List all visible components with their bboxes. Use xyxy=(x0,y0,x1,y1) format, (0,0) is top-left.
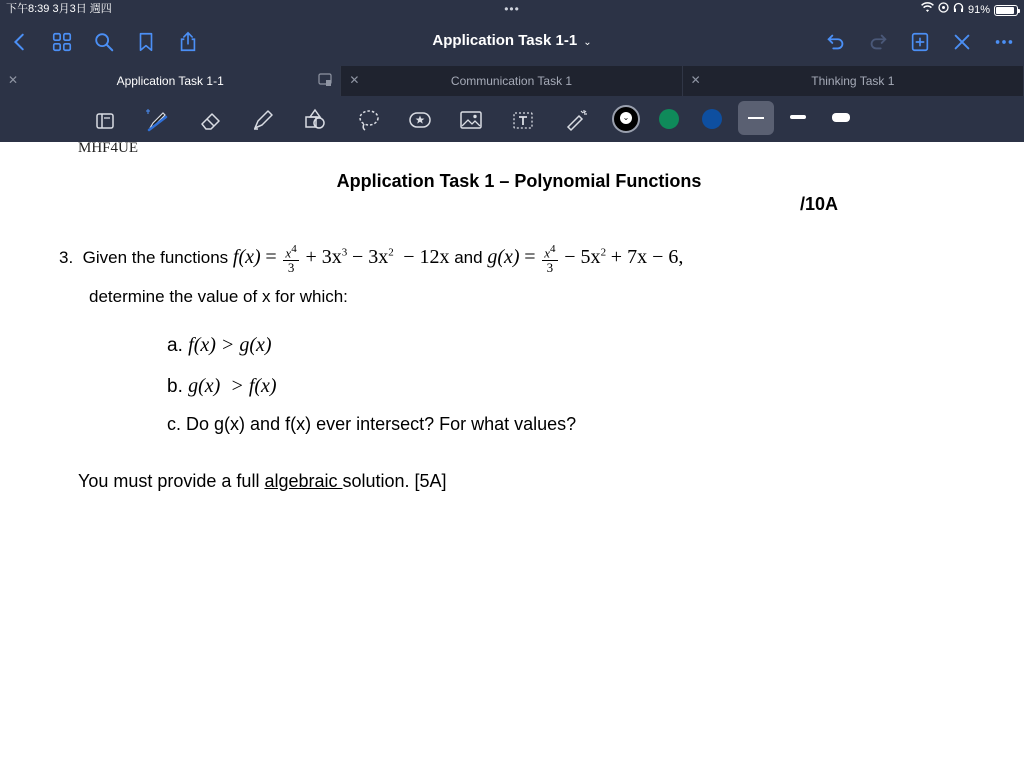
part-b xyxy=(167,375,277,398)
part-a xyxy=(167,334,272,357)
text-tool-icon[interactable] xyxy=(507,104,539,136)
status-indicators xyxy=(921,0,1018,20)
headphones-icon xyxy=(953,1,964,20)
sticker-tool-icon[interactable] xyxy=(404,104,436,136)
g-term-5x2 xyxy=(564,246,606,268)
question-intro: Given the functions xyxy=(82,248,229,268)
question-3-line-1 xyxy=(59,242,683,275)
color-swatch-green[interactable] xyxy=(659,109,679,129)
read-mode-icon[interactable] xyxy=(89,104,121,136)
f-label: f(x) xyxy=(232,246,261,269)
frac-exponent: 4 xyxy=(550,243,556,255)
part-b-label: b. xyxy=(167,376,183,397)
tab-label: Application Task 1-1 xyxy=(116,74,224,88)
tab-communication-task[interactable] xyxy=(341,66,682,96)
pencil-connected-icon xyxy=(938,1,949,20)
question-3-line-2: determine the value of x for which: xyxy=(89,287,348,306)
part-a-text: f(x) > g(x) xyxy=(188,334,272,356)
back-icon[interactable] xyxy=(8,30,32,54)
score-total: /10A xyxy=(800,194,839,214)
exponent-2: 2 xyxy=(388,246,394,259)
frac-x: x xyxy=(544,245,551,261)
battery-icon xyxy=(994,5,1018,16)
course-code: MHF4UE xyxy=(78,140,139,156)
frac-x: x xyxy=(285,245,292,261)
equals-sign: = xyxy=(524,246,536,269)
part-c-label: c. xyxy=(167,414,182,434)
color-swatch-black-selected[interactable] xyxy=(612,105,640,133)
redo-icon[interactable] xyxy=(866,30,890,54)
part-c-text: Do g(x) and f(x) ever intersect? For what values? xyxy=(186,414,577,434)
wifi-icon xyxy=(921,1,934,20)
chevron-down-icon: ⌄ xyxy=(583,37,592,48)
f-term-a: + 3x xyxy=(305,246,342,269)
undo-icon[interactable] xyxy=(824,30,848,54)
image-tool-icon[interactable] xyxy=(455,104,487,136)
g-term-a: − 5x xyxy=(564,246,601,269)
f-term-12x: − 12x xyxy=(403,246,450,269)
frac-denominator: 3 xyxy=(287,260,295,276)
grid-view-icon[interactable] xyxy=(50,30,74,54)
tab-close-icon[interactable]: ✕ xyxy=(690,73,701,87)
tab-label: Communication Task 1 xyxy=(450,74,573,88)
task-title: Application Task 1 – Polynomial Functions xyxy=(336,171,702,191)
document-title-text: Application Task 1-1 xyxy=(432,32,578,49)
part-a-label: a. xyxy=(167,335,183,356)
multitasking-dots[interactable]: ••• xyxy=(504,2,520,16)
fraction-x4-over-3 xyxy=(542,242,557,275)
search-icon[interactable] xyxy=(92,30,116,54)
tab-bar xyxy=(0,66,1024,96)
g-term-7x-6: + 7x − 6, xyxy=(610,246,684,269)
bookmark-icon[interactable] xyxy=(134,30,158,54)
f-term-3x2 xyxy=(352,246,394,268)
and-word: and xyxy=(454,248,483,268)
exponent-2: 2 xyxy=(600,246,607,259)
equals-sign: = xyxy=(265,246,277,269)
part-b-text: g(x) > f(x) xyxy=(188,375,277,397)
tab-thinking-task[interactable] xyxy=(683,66,1024,96)
f-term-b: − 3x xyxy=(351,246,389,269)
status-time-date: 下午8:39 3月3日 週四 xyxy=(6,3,112,15)
tab-label: Thinking Task 1 xyxy=(811,74,895,88)
fraction-x4-over-3 xyxy=(283,242,298,275)
document-page[interactable] xyxy=(8,142,1016,768)
battery-percent: 91% xyxy=(967,3,990,16)
solution-instruction xyxy=(78,471,447,492)
g-label: g(x) xyxy=(487,246,520,269)
instruction-end: solution. [5A] xyxy=(342,471,447,491)
thin-line-icon xyxy=(748,117,764,119)
question-number: 3. xyxy=(59,248,74,268)
laser-pointer-icon[interactable] xyxy=(561,104,593,136)
thickness-medium[interactable] xyxy=(790,115,806,119)
share-icon[interactable] xyxy=(176,30,200,54)
instruction-underlined: algebraic xyxy=(264,471,343,491)
more-icon[interactable] xyxy=(992,30,1016,54)
thickness-thick[interactable] xyxy=(832,113,850,122)
add-page-icon[interactable] xyxy=(908,30,932,54)
part-c xyxy=(167,414,576,435)
exponent-3: 3 xyxy=(341,246,348,259)
top-bar xyxy=(0,0,1024,66)
drawing-toolbar xyxy=(0,96,1024,142)
frac-exponent: 4 xyxy=(291,243,297,255)
frac-denominator: 3 xyxy=(546,260,554,276)
tab-application-task[interactable] xyxy=(0,66,341,96)
tab-close-icon[interactable]: ✕ xyxy=(8,73,19,87)
split-view-icon[interactable] xyxy=(318,73,332,87)
chevron-down-icon: ⌄ xyxy=(620,112,632,124)
shapes-tool-icon[interactable] xyxy=(299,104,331,136)
close-icon[interactable] xyxy=(950,30,974,54)
eraser-tool-icon[interactable] xyxy=(195,104,227,136)
thickness-thin-selected[interactable] xyxy=(738,101,774,135)
tab-close-icon[interactable]: ✕ xyxy=(349,73,360,87)
highlighter-tool-icon[interactable] xyxy=(247,104,279,136)
instruction-start: You must provide a full xyxy=(78,471,265,491)
lasso-tool-icon[interactable] xyxy=(352,104,384,136)
color-swatch-blue[interactable] xyxy=(702,109,722,129)
f-term-3x3 xyxy=(305,246,347,268)
pen-tool-icon[interactable] xyxy=(141,104,173,136)
